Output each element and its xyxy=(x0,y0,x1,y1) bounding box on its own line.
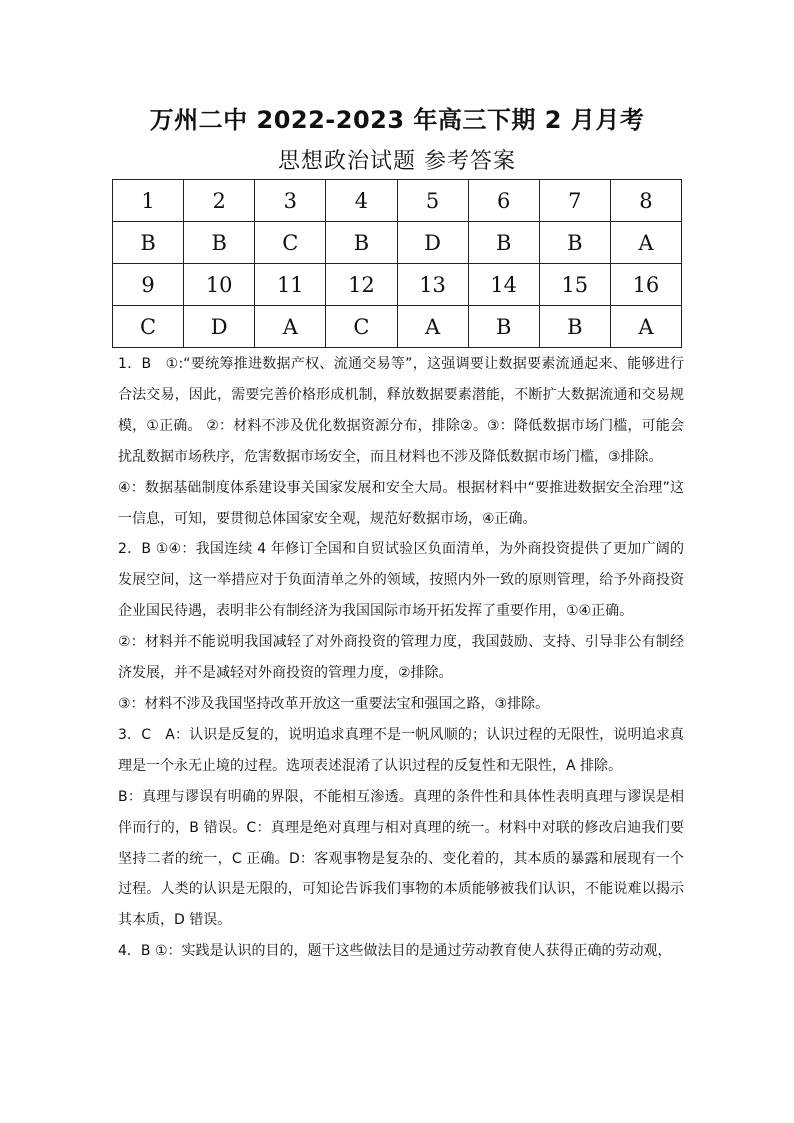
question-number-cell: 13 xyxy=(397,264,468,306)
question-number-cell: 12 xyxy=(326,264,397,306)
answer-cell: C xyxy=(255,222,326,264)
question-number-cell: 11 xyxy=(255,264,326,306)
table-row xyxy=(113,180,682,222)
question-number-cell: 3 xyxy=(255,180,326,222)
explanation-paragraph: ③：材料不涉及我国坚持改革开放这一重要法宝和强国之路，③排除。 xyxy=(118,695,550,712)
table-row xyxy=(113,306,682,348)
question-number-cell: 7 xyxy=(539,180,610,222)
answer-cell: D xyxy=(184,306,255,348)
answer-cell: A xyxy=(610,222,681,264)
answer-table xyxy=(112,179,682,348)
question-number-cell: 9 xyxy=(113,264,184,306)
question-number-cell: 2 xyxy=(184,180,255,222)
explanation-paragraph: ②：材料并不能说明我国减轻了对外商投资的管理力度，我国鼓励、支持、引导非公有制经济发展，并不是减轻对外商投资的管理力度，②排除。 xyxy=(118,634,684,682)
explanation-paragraph: B：真理与谬误有明确的界限，不能相互渗透。真理的条件性和具体性表明真理与谬误是相伴而行的，B 错误。C：真理是绝对真理与相对真理的统一。材料中对联的修改启迪我们要坚持二者的统一，C 正确。D：客观事物是复杂的、变化着的，其本质的暴露和展现有一个过程。人类的认识是无限的，可知论告诉我们事物的本质能够被我们认识，不能说难以揭示其本质，D 错误。 xyxy=(118,788,684,929)
document-subtitle: 思想政治试题 参考答案 xyxy=(278,149,516,174)
question-number-cell: 10 xyxy=(184,264,255,306)
question-number-cell: 4 xyxy=(326,180,397,222)
explanation-paragraph: 1．B ①:“要统筹推进数据产权、流通交易等”，这强调要让数据要素流通起来、能够进行合法交易，因此，需要完善价格形成机制，释放数据要素潜能，不断扩大数据流通和交易规模，①正确。 ②：材料不涉及优化数据资源分布，排除②。③：降低数据市场门槛，可能会扰乱数据市场秩序，危害数据市场安全，而且材料也不涉及降低数据市场门槛，③排除。 xyxy=(118,356,684,465)
explanation-paragraph: 3．C A：认识是反复的，说明追求真理不是一帆风顺的；认识过程的无限性，说明追求真理是一个永无止境的过程。选项表述混淆了认识过程的反复性和无限性，A 排除。 xyxy=(118,726,684,774)
table-row xyxy=(113,264,682,306)
answer-cell: B xyxy=(539,222,610,264)
answer-cell: B xyxy=(326,222,397,264)
answer-cell: C xyxy=(113,306,184,348)
answer-cell: B xyxy=(184,222,255,264)
explanation-paragraph: 4．B ①：实践是认识的目的，题干这些做法目的是通过劳动教育使人获得正确的劳动观， xyxy=(118,943,672,960)
question-number-cell: 16 xyxy=(610,264,681,306)
answer-cell: B xyxy=(539,306,610,348)
answer-cell: C xyxy=(326,306,397,348)
answer-cell: A xyxy=(610,306,681,348)
document-title: 万州二中 2022-2023 年高三下期 2 月月考 xyxy=(149,106,645,134)
answer-cell: B xyxy=(468,222,539,264)
answer-cell: A xyxy=(397,306,468,348)
table-row xyxy=(113,222,682,264)
answer-cell: D xyxy=(397,222,468,264)
answer-cell: B xyxy=(113,222,184,264)
question-number-cell: 6 xyxy=(468,180,539,222)
question-number-cell: 8 xyxy=(610,180,681,222)
explanations xyxy=(118,349,684,967)
question-number-cell: 14 xyxy=(468,264,539,306)
answer-cell: A xyxy=(255,306,326,348)
explanation-paragraph: ④：数据基础制度体系建设事关国家发展和安全大局。根据材料中“要推进数据安全治理”这一信息，可知，要贯彻总体国家安全观，规范好数据市场，④正确。 xyxy=(118,479,684,527)
explanation-paragraph: 2．B ①④：我国连续 4 年修订全国和自贸试验区负面清单，为外商投资提供了更加广阔的发展空间，这一举措应对于负面清单之外的领域，按照内外一致的原则管理，给予外商投资企业国民待遇，表明非公有制经济为我国国际市场开拓发挥了重要作用，①④正确。 xyxy=(118,541,684,620)
question-number-cell: 15 xyxy=(539,264,610,306)
question-number-cell: 1 xyxy=(113,180,184,222)
answer-cell: B xyxy=(468,306,539,348)
question-number-cell: 5 xyxy=(397,180,468,222)
